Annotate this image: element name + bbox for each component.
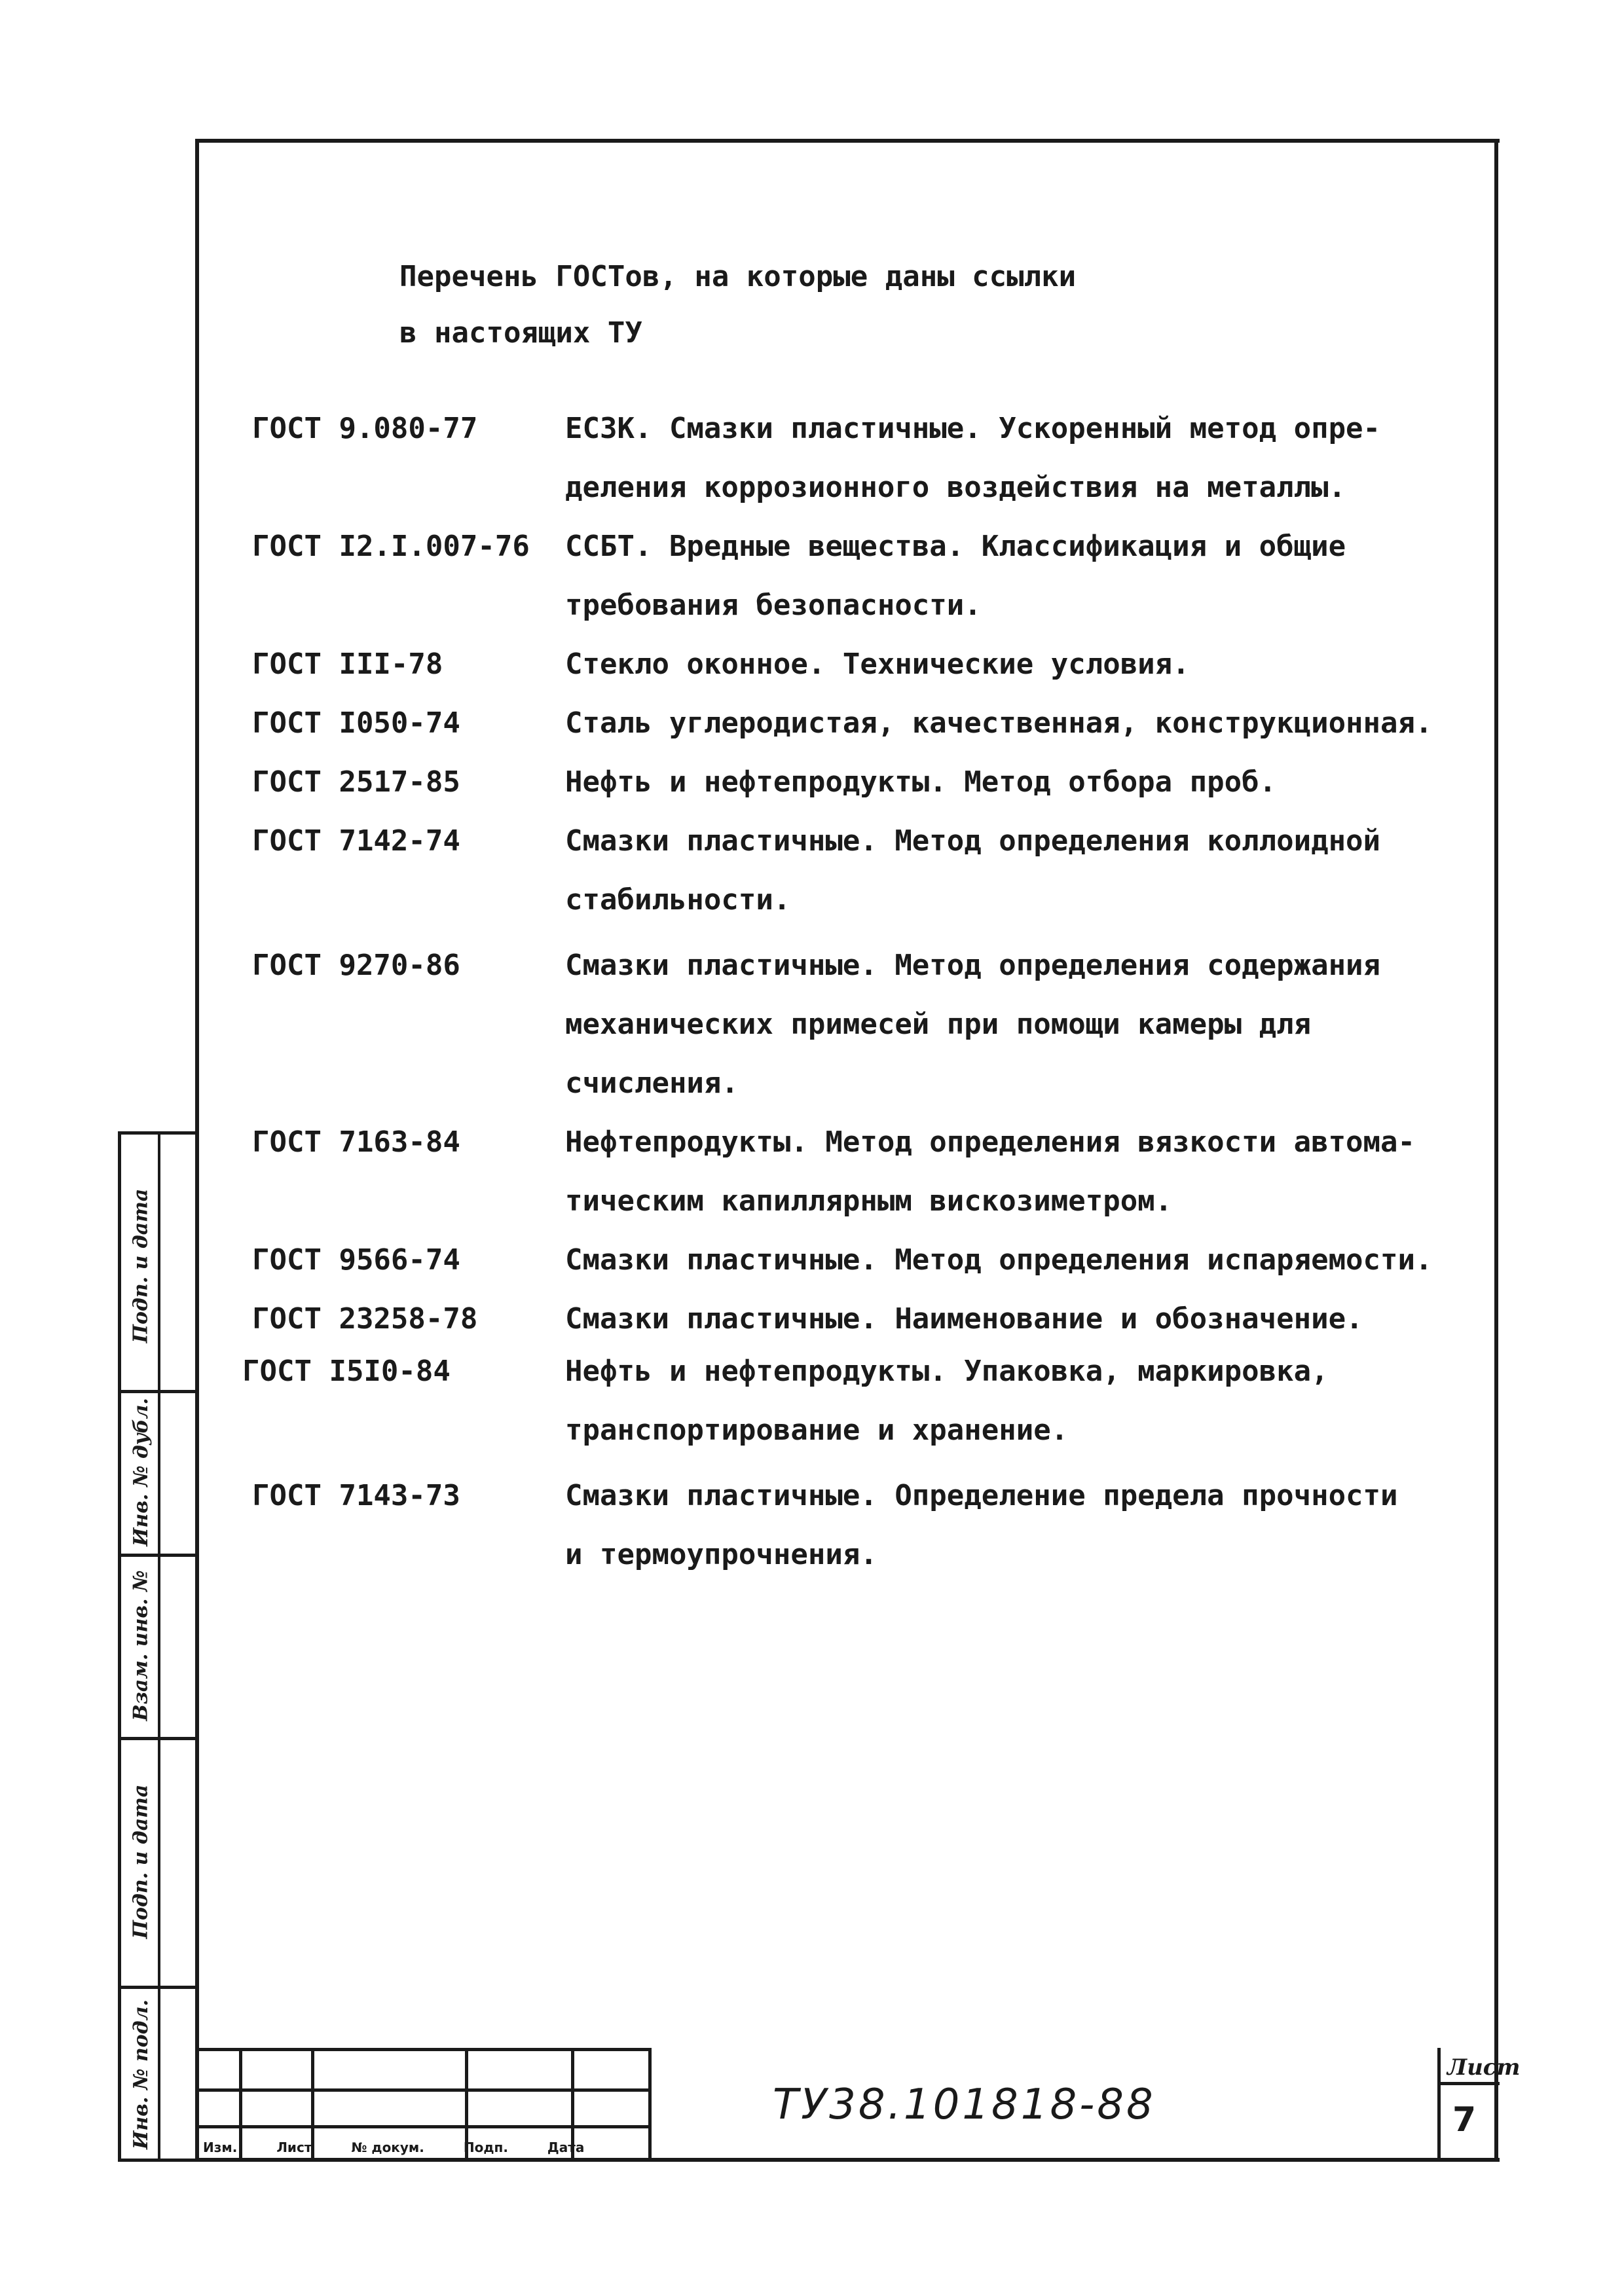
side-label-sign-date-2: Подп. и дата <box>129 1784 153 1939</box>
standard-description: Смазки пластичные. Метод определения испаряемости. <box>565 1243 1433 1277</box>
standard-description: Сталь углеродистая, качественная, конструкционная. <box>565 706 1433 740</box>
standard-code: ГОСТ 7142-74 <box>252 824 460 858</box>
standard-code: ГОСТ 9.080-77 <box>252 412 478 445</box>
standard-code: ГОСТ I2.I.007-76 <box>252 530 530 563</box>
standard-description: ЕСЗК. Смазки пластичные. Ускоренный метод опре- деления коррозионного воздействия на металлы. <box>565 412 1381 504</box>
document-code: ТУ38.101818-88 <box>773 2081 1156 2129</box>
title-block-line <box>1437 2048 1441 2162</box>
standard-description: Нефть и нефтепродукты. Упаковка, маркировка, транспортирование и хранение. <box>565 1355 1329 1447</box>
standard-code: ГОСТ 9566-74 <box>252 1243 460 1277</box>
standard-description: Смазки пластичные. Определение предела прочности и термоупрочнения. <box>565 1479 1398 1571</box>
label-change: Изм. <box>203 2140 238 2155</box>
strip-row-divider <box>121 1554 196 1557</box>
standard-description: Стекло оконное. Технические условия. <box>565 647 1190 681</box>
side-stamp-strip <box>118 1131 199 2162</box>
standard-code: ГОСТ 9270-86 <box>252 949 460 982</box>
standard-description: ССБТ. Вредные вещества. Классификация и общие требования безопасности. <box>565 530 1346 622</box>
label-sheet: Лист <box>276 2140 312 2155</box>
title-block-line <box>648 2048 652 2162</box>
title-line-2: в настоящих ТУ <box>399 316 642 350</box>
title-block-line <box>1437 2082 1500 2085</box>
side-label-replace-inv: Взам. инв. № <box>129 1569 153 1721</box>
sheet-label: Лист <box>1447 2054 1521 2081</box>
label-doc-number: № докум. <box>351 2140 424 2155</box>
page-title <box>399 249 1076 361</box>
label-signature: Подп. <box>463 2140 508 2155</box>
standard-code: ГОСТ 23258-78 <box>252 1302 478 1336</box>
strip-row-divider <box>121 1390 196 1393</box>
standard-description: Нефтепродукты. Метод определения вязкости автома- тическим капиллярным вискозиметром. <box>565 1125 1416 1218</box>
title-block-line <box>196 2088 648 2092</box>
frame-top-border <box>196 139 1500 143</box>
strip-row-divider <box>121 1737 196 1740</box>
standard-code: ГОСТ 7163-84 <box>252 1125 460 1159</box>
sheet-number: 7 <box>1452 2100 1477 2140</box>
title-block-line <box>196 2048 648 2051</box>
standard-description: Нефть и нефтепродукты. Метод отбора проб. <box>565 765 1277 799</box>
standard-code: ГОСТ I050-74 <box>252 706 460 740</box>
title-line-1: Перечень ГОСТов, на которые даны ссылки <box>399 260 1077 293</box>
side-label-dup-inv: Инв. № дубл. <box>129 1397 153 1546</box>
strip-divider <box>158 1135 160 2159</box>
side-label-sign-date: Подп. и дата <box>129 1188 153 1343</box>
label-date: Дата <box>547 2140 585 2155</box>
strip-row-divider <box>121 1986 196 1989</box>
standard-description: Смазки пластичные. Метод определения коллоидной стабильности. <box>565 824 1381 917</box>
standard-code: ГОСТ 2517-85 <box>252 765 460 799</box>
standard-code: ГОСТ 7143-73 <box>252 1479 460 1512</box>
standard-description: Смазки пластичные. Метод определения содержания механических примесей при помощи камеры для счисления. <box>565 949 1381 1100</box>
title-block-line <box>196 2125 648 2128</box>
standard-code: ГОСТ III-78 <box>252 647 443 681</box>
standard-description: Смазки пластичные. Наименование и обозначение. <box>565 1302 1363 1336</box>
standard-code: ГОСТ I5I0-84 <box>242 1355 451 1388</box>
side-label-orig-inv: Инв. № подл. <box>129 1999 153 2149</box>
title-block-row-labels <box>203 2140 584 2155</box>
